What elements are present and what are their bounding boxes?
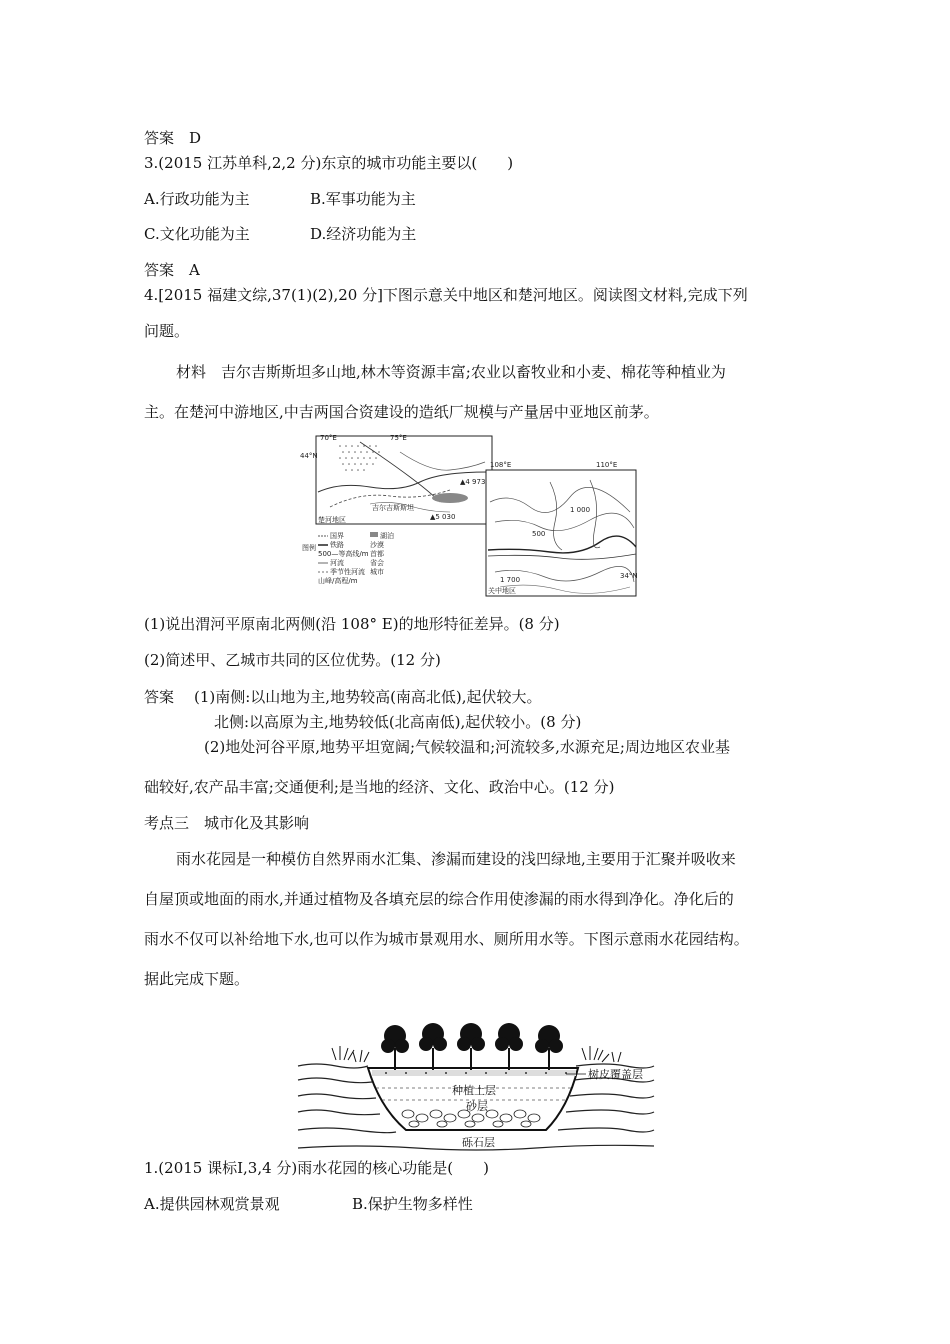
section3-heading: 考点三 城市化及其影响 bbox=[144, 814, 310, 832]
q3-option-d: D.经济功能为主 bbox=[310, 225, 417, 243]
q3-option-a: A.行政功能为主 bbox=[144, 190, 250, 208]
svg-text:500—等高线/m: 500—等高线/m bbox=[318, 550, 369, 558]
q4-sub1: (1)说出渭河平原南北两侧(沿 108° E)的地形特征差异。(8 分) bbox=[144, 615, 560, 633]
q4-map-figure bbox=[300, 432, 646, 608]
svg-text:河流: 河流 bbox=[330, 559, 344, 567]
soil-layer-label: 种植土层 bbox=[452, 1084, 496, 1097]
lat-34-label: 34°N bbox=[620, 572, 638, 580]
peak-2-label: ▲5 030 bbox=[430, 513, 456, 521]
q2-answer: 答案 D bbox=[144, 129, 202, 147]
chu-river-map bbox=[316, 436, 492, 524]
q1-option-b: B.保护生物多样性 bbox=[352, 1195, 473, 1213]
lat-44-label: 44°N bbox=[300, 452, 318, 460]
legend-title: 图例 bbox=[302, 544, 316, 552]
q4-sub2: (2)简述甲、乙城市共同的区位优势。(12 分) bbox=[144, 651, 441, 669]
chu-region-label: 楚河地区 bbox=[318, 516, 346, 524]
map-legend bbox=[302, 531, 394, 585]
guanzhong-map bbox=[486, 470, 636, 596]
rain-garden-figure bbox=[296, 1018, 656, 1154]
section3-para-line4: 据此完成下题。 bbox=[144, 970, 250, 988]
q4-material-line1: 材料 吉尔吉斯斯坦多山地,林木等资源丰富;农业以畜牧业和小麦、棉花等种植业为 bbox=[176, 363, 726, 381]
svg-text:湖泊: 湖泊 bbox=[380, 532, 394, 540]
sand-layer-label: 砂层 bbox=[466, 1100, 488, 1113]
guanzhong-region-label: 关中地区 bbox=[488, 587, 516, 595]
lon-108-label: 108°E bbox=[490, 461, 512, 469]
q4-answer-1a: (1)南侧:以山地为主,地势较高(南高北低),起伏较大。 bbox=[194, 688, 542, 706]
svg-text:沙漠: 沙漠 bbox=[370, 541, 384, 549]
q4-answer-2a: (2)地处河谷平原,地势平坦宽阔;气候较温和;河流较多,水源充足;周边地区农业基 bbox=[204, 738, 730, 756]
svg-text:省会: 省会 bbox=[370, 559, 384, 567]
contour-500-label: 500 bbox=[532, 530, 546, 538]
lon-75-label: 75°E bbox=[390, 434, 407, 442]
q3-option-c: C.文化功能为主 bbox=[144, 225, 250, 243]
contour-1000-label: 1 000 bbox=[570, 506, 591, 514]
q4-answer-1b: 北侧:以高原为主,地势较低(北高南低),起伏较小。(8 分) bbox=[214, 713, 582, 731]
contour-1700-label: 1 700 bbox=[500, 576, 521, 584]
peak-1-label: ▲4 973 bbox=[460, 478, 486, 486]
svg-text:首都: 首都 bbox=[370, 550, 384, 558]
section3-para-line2: 自屋顶或地面的雨水,并通过植物及各填充层的综合作用使渗漏的雨水得到净化。净化后的 bbox=[144, 890, 734, 908]
q1-stem: 1.(2015 课标Ⅰ,3,4 分)雨水花园的核心功能是( ) bbox=[144, 1159, 489, 1177]
lon-110-label: 110°E bbox=[596, 461, 618, 469]
q1-option-a: A.提供园林观赏景观 bbox=[144, 1195, 280, 1213]
q4-material-line2: 主。在楚河中游地区,中吉两国合资建设的造纸厂规模与产量居中亚地区前茅。 bbox=[144, 403, 659, 421]
q4-stem-line2: 问题。 bbox=[144, 322, 190, 340]
q4-answer-label: 答案 bbox=[144, 688, 175, 706]
section3-para-line1: 雨水花园是一种模仿自然界雨水汇集、渗漏而建设的浅凹绿地,主要用于汇聚并吸收来 bbox=[176, 850, 736, 868]
bark-layer-label: 树皮覆盖层 bbox=[588, 1068, 643, 1081]
q3-answer: 答案 A bbox=[144, 261, 200, 279]
svg-text:城市: 城市 bbox=[370, 568, 384, 576]
lon-70-label: 70°E bbox=[320, 434, 337, 442]
q4-answer-2b: 础较好,农产品丰富;交通便利;是当地的经济、文化、政治中心。(12 分) bbox=[144, 778, 615, 796]
mountain-label: 吉尔吉斯斯坦 bbox=[372, 504, 414, 512]
q3-stem: 3.(2015 江苏单科,2,2 分)东京的城市功能主要以( ) bbox=[144, 154, 514, 172]
svg-text:国界: 国界 bbox=[330, 532, 344, 540]
gravel-layer-label: 砾石层 bbox=[462, 1136, 495, 1149]
svg-text:山峰/高程/m: 山峰/高程/m bbox=[318, 577, 358, 585]
section3-para-line3: 雨水不仅可以补给地下水,也可以作为城市景观用水、厕所用水等。下图示意雨水花园结构。 bbox=[144, 930, 749, 948]
svg-text:铁路: 铁路 bbox=[330, 541, 344, 549]
svg-text:季节性河流: 季节性河流 bbox=[330, 568, 365, 576]
q4-stem-line1: 4.[2015 福建文综,37(1)(2),20 分]下图示意关中地区和楚河地区。阅读图文材料,完成下列 bbox=[144, 286, 748, 304]
q3-option-b: B.军事功能为主 bbox=[310, 190, 416, 208]
